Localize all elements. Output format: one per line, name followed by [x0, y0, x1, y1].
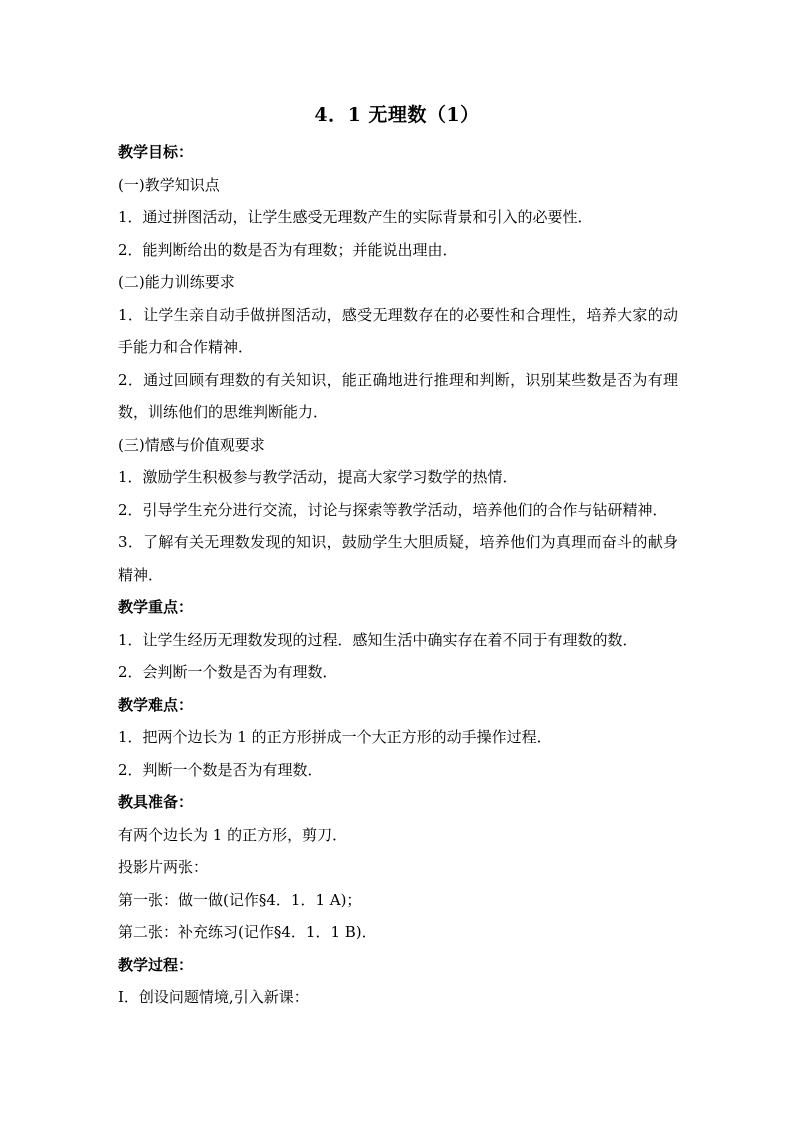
document-title: 4．1 无理数（1） — [314, 104, 480, 126]
section-heading: 教学过程： — [118, 955, 194, 974]
body-text-line: 1．激励学生积极参与教学活动，提高大家学习数学的热情． — [118, 468, 518, 486]
body-text-line: 2．通过回顾有理数的有关知识，能正确地进行推理和判断，识别某些数是否为有理数，训练他们的思维判断能力． — [118, 370, 678, 421]
body-text-line: 2．能判断给出的数是否为有理数；并能说出理由． — [118, 240, 458, 259]
body-text-line: 1．让学生亲自动手做拼图活动，感受无理数存在的必要性和合理性，培养大家的动手能力和合作精神． — [118, 305, 678, 356]
body-text-line: 有两个边长为 1 的正方形，剪刀． — [118, 825, 348, 844]
body-text-line: 投影片两张： — [118, 858, 209, 876]
body-text-line: 1．通过拼图活动，让学生感受无理数产生的实际背景和引入的必要性． — [118, 208, 593, 226]
body-text-line: 第二张：补充练习(记作§4．1．1 B)． — [118, 923, 377, 941]
body-text-line: 2．会判断一个数是否为有理数． — [118, 663, 338, 681]
section-heading: 教学重点： — [118, 598, 194, 616]
body-text-line: (二)能力训练要求 — [118, 273, 235, 291]
body-text-line: 2．判断一个数是否为有理数． — [118, 760, 323, 779]
body-text-line: 1．把两个边长为 1 的正方形拼成一个大正方形的动手操作过程． — [118, 728, 552, 746]
body-text-line: (一)教学知识点 — [118, 175, 220, 194]
body-text-line: Ⅰ．创设问题情境,引入新课： — [118, 988, 309, 1006]
body-text-line: 3．了解有关无理数发现的知识，鼓励学生大胆质疑，培养他们为真理而奋斗的献身精神． — [118, 533, 678, 584]
section-heading: 教具准备： — [118, 793, 194, 811]
section-heading: 教学目标： — [118, 143, 194, 161]
document-body — [118, 136, 678, 1014]
body-text-line: (三)情感与价值观要求 — [118, 435, 265, 454]
body-text-line: 1．让学生经历无理数发现的过程．感知生活中确实存在着不同于有理数的数． — [118, 630, 638, 649]
body-text-line: 第一张：做一做(记作§4．1．1 A)； — [118, 890, 362, 909]
body-text-line: 2．引导学生充分进行交流，讨论与探索等教学活动，培养他们的合作与钻研精神． — [118, 500, 668, 519]
section-heading: 教学难点： — [118, 695, 194, 714]
